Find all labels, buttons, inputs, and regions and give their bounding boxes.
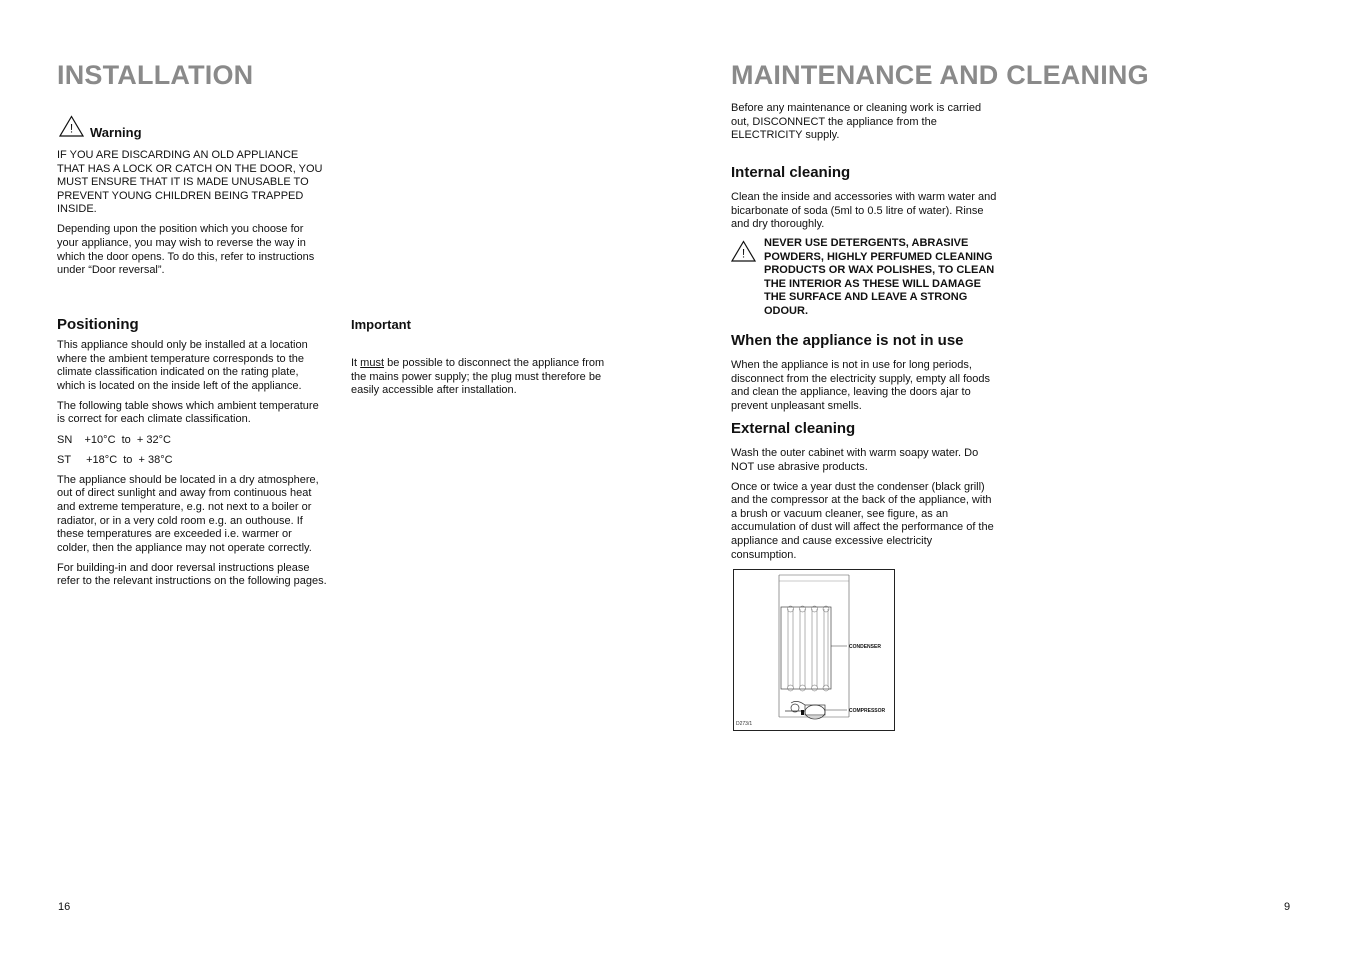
warning-text: Depending upon the position which you choose for your appliance, you may wish to reverse the way in which the door opens. To do this, refer to instructions under “Door reversal”. — [57, 223, 315, 277]
internal-cleaning-warning: NEVER USE DETERGENTS, ABRASIVE POWDERS, HIGHLY PERFUMED CLEANING PRODUCTS OR WAX POLISHES, TO CLEAN THE INTERIOR AS THESE WILL DAMAGE THE SURFACE AND LEAVE A STRONG ODOUR. — [764, 237, 995, 317]
positioning-p2: The following table shows which ambient temperature is correct for each climate classification. — [57, 399, 319, 426]
warning-caps-text: IF YOU ARE DISCARDING AN OLD APPLIANCE THAT HAS A LOCK OR CATCH ON THE DOOR, YOU MUST ENSURE THAT IT IS MADE UNUSABLE TO PREVENT YOUNG CHILDREN BEING TRAPPED INSIDE. — [57, 149, 323, 216]
important-text-post: be possible to disconnect the appliance from the mains power supply; the plug must therefore be easily accessible after installation. — [351, 357, 605, 397]
important-heading: Important — [351, 317, 411, 332]
not-in-use-text: When the appliance is not in use for long periods, disconnect from the electricity supply, empty all foods and clean the appliance, leaving the doors ajar to prevent unpleasant smells. — [731, 359, 991, 412]
positioning-p3: The appliance should be located in a dry atmosphere, out of direct sunlight and away from continuous heat and extreme temperature, e.g. not next to a boiler or radiator, or in a very cold room e.g. an outhouse. If these temperatures are exceeded i.e. warmer or colder, then the appliance may not operate correctly. — [57, 473, 319, 554]
external-cleaning-p1: Wash the outer cabinet with warm soapy water. Do NOT use abrasive products. — [731, 447, 979, 473]
condenser-compressor-figure — [733, 569, 895, 731]
important-text-pre: It — [351, 357, 361, 369]
maintenance-intro: Before any maintenance or cleaning work is carried out, DISCONNECT the appliance from the ELECTRICITY supply. — [731, 102, 982, 142]
installation-title: INSTALLATION — [57, 60, 254, 90]
svg-text:!: ! — [69, 121, 74, 136]
positioning-p1: This appliance should only be installed at a location where the ambient temperature corresponds to the climate classification indicated on the rating plate, which is located on the inside left of the appliance. — [57, 339, 308, 392]
page-number-left: 16 — [58, 901, 71, 913]
climate-row-sn: SN +10°C to + 32°C — [57, 433, 171, 446]
figure-code: D273/1 — [736, 721, 753, 727]
svg-text:!: ! — [741, 246, 746, 261]
warning-triangle-icon — [59, 115, 84, 137]
external-cleaning-p2: Once or twice a year dust the condenser (black grill) and the compressor at the back of the appliance, with a brush or vacuum cleaner, see figure, as an accumulation of dust will affect the performance of the appliance and cause excessive electricity consumption. — [731, 480, 994, 561]
figure-label-compressor: COMPRESSOR — [849, 708, 886, 714]
warning-heading — [59, 115, 142, 142]
important-text-must: must — [360, 357, 385, 369]
internal-cleaning-heading: Internal cleaning — [731, 164, 851, 181]
warning-block — [57, 149, 327, 278]
figure-label-condenser: CONDENSER — [849, 644, 881, 650]
positioning-block — [57, 339, 327, 589]
internal-cleaning-text: Clean the inside and accessories with warm water and bicarbonate of soda (5ml to 0.5 litre of water). Rinse and dry thoroughly. — [731, 191, 997, 231]
external-cleaning-heading: External cleaning — [731, 420, 856, 437]
important-text — [351, 357, 619, 398]
external-cleaning-block — [731, 447, 999, 562]
climate-row-st: ST +18°C to + 38°C — [57, 453, 173, 466]
positioning-heading: Positioning — [57, 316, 139, 333]
maintenance-title: MAINTENANCE AND CLEANING — [731, 60, 1149, 90]
positioning-p4: For building-in and door reversal instructions please refer to the relevant instructions on the following pages. — [57, 561, 327, 588]
warning-heading-label: Warning — [90, 125, 142, 140]
not-in-use-heading: When the appliance is not in use — [731, 332, 964, 349]
page-number-right: 9 — [1284, 901, 1291, 913]
warning-triangle-icon — [731, 240, 756, 262]
